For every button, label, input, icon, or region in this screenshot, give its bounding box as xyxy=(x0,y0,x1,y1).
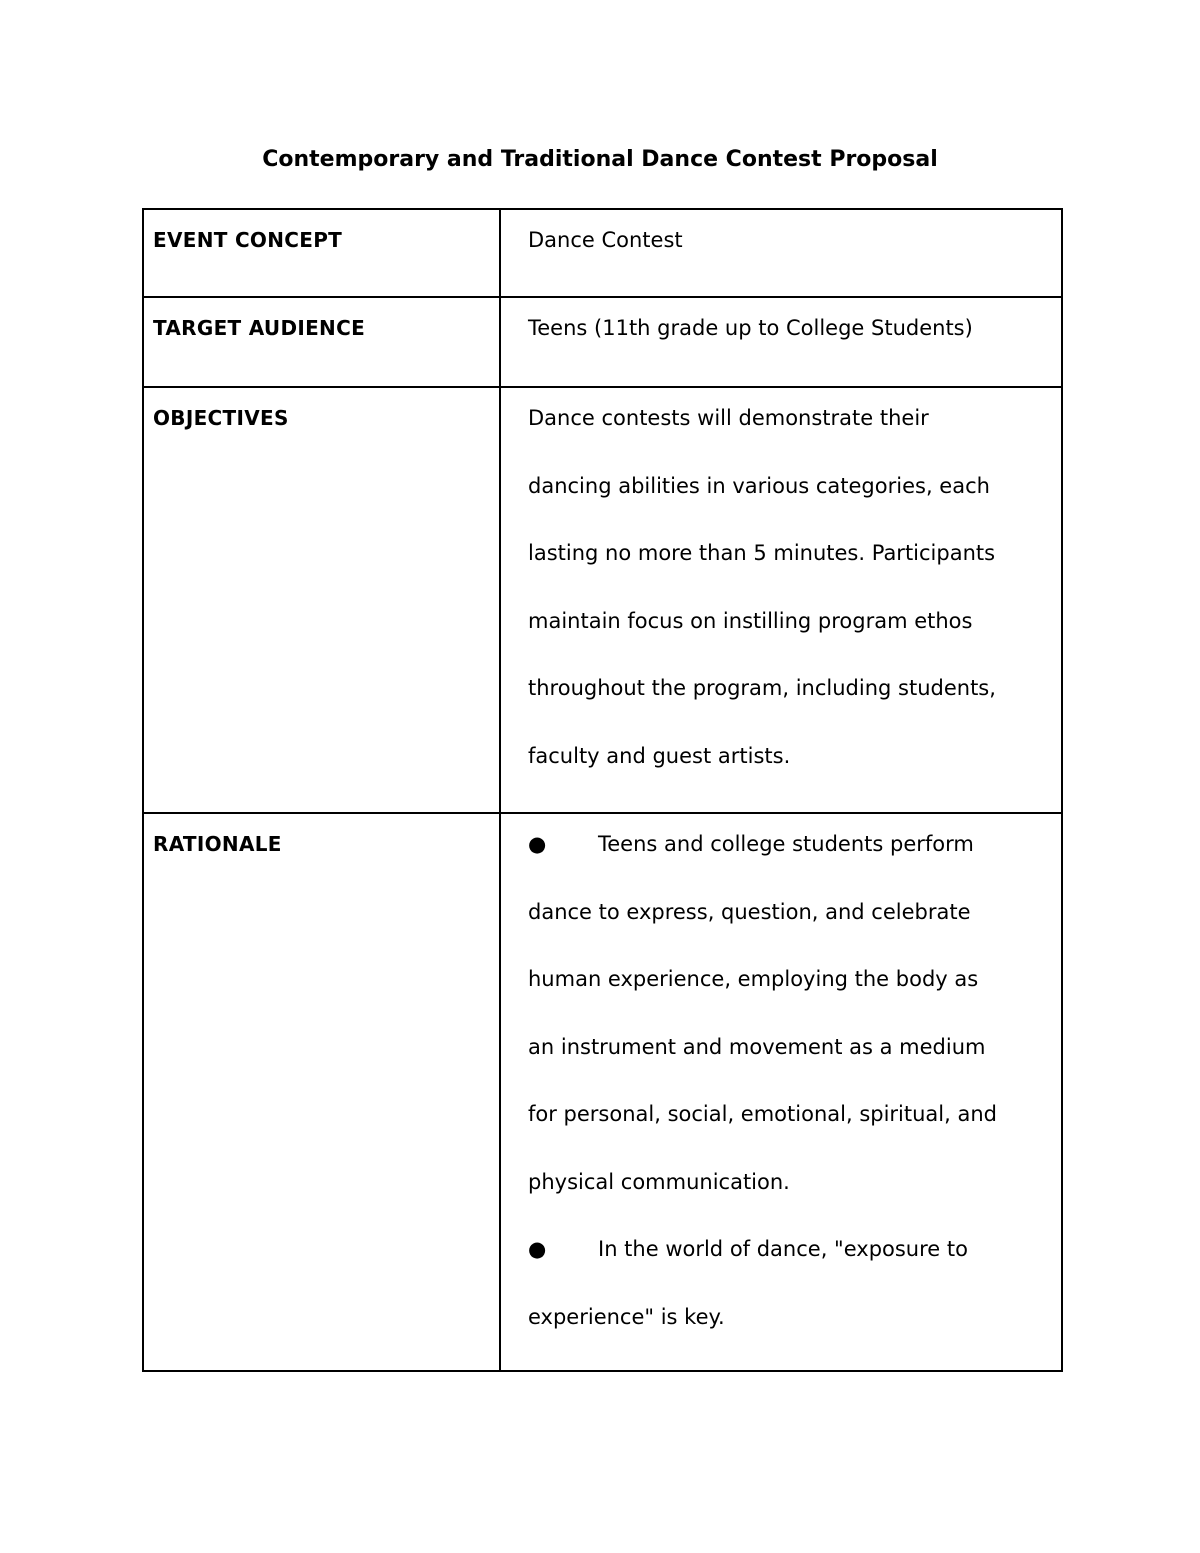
text-line: physical communication. xyxy=(528,1169,790,1194)
label-cell xyxy=(143,297,500,387)
row-label-rationale: RATIONALE xyxy=(153,832,282,856)
value-cell xyxy=(500,813,1062,1371)
text-line: human experience, employing the body as xyxy=(528,967,979,991)
bullet-icon: ● xyxy=(528,832,547,856)
text-line: an instrument and movement as a medium xyxy=(528,1034,986,1059)
rationale-text xyxy=(501,811,1061,1351)
value-cell xyxy=(500,209,1062,297)
text-line: throughout the program, including students, xyxy=(528,676,996,700)
label-cell xyxy=(143,387,500,813)
table-row-event-concept xyxy=(143,209,1062,297)
row-value-event-concept: Dance Contest xyxy=(528,228,683,252)
row-value-target-audience: Teens (11th grade up to College Students) xyxy=(528,316,973,340)
table-row-objectives xyxy=(143,387,1062,813)
text-line: dance to express, question, and celebrate xyxy=(528,899,971,924)
text-line: faculty and guest artists. xyxy=(528,743,791,768)
table-row-target-audience xyxy=(143,297,1062,387)
text-line: Teens and college students perform xyxy=(598,832,974,856)
text-line: In the world of dance, "exposure to xyxy=(598,1237,968,1261)
document-title: Contemporary and Traditional Dance Contest Proposal xyxy=(262,147,938,172)
row-label-objectives: OBJECTIVES xyxy=(153,406,289,430)
objectives-text xyxy=(501,385,1061,790)
label-cell xyxy=(143,209,500,297)
text-line: lasting no more than 5 minutes. Participants xyxy=(528,541,996,565)
value-cell xyxy=(500,297,1062,387)
text-line: for personal, social, emotional, spiritual, and xyxy=(528,1102,997,1126)
label-cell xyxy=(143,813,500,1371)
table-row-rationale xyxy=(143,813,1062,1371)
text-line: maintain focus on instilling program ethos xyxy=(528,608,973,633)
proposal-table xyxy=(142,208,1063,1372)
row-label-target-audience: TARGET AUDIENCE xyxy=(153,316,366,340)
bullet-icon: ● xyxy=(528,1237,547,1261)
row-label-event-concept: EVENT CONCEPT xyxy=(153,228,343,252)
value-cell xyxy=(500,387,1062,813)
text-line: dancing abilities in various categories, each xyxy=(528,473,990,498)
text-line: experience" is key. xyxy=(528,1304,725,1329)
bullet-item xyxy=(528,1216,1041,1284)
text-line: Dance contests will demonstrate their xyxy=(528,406,929,430)
bullet-item xyxy=(528,811,1041,879)
